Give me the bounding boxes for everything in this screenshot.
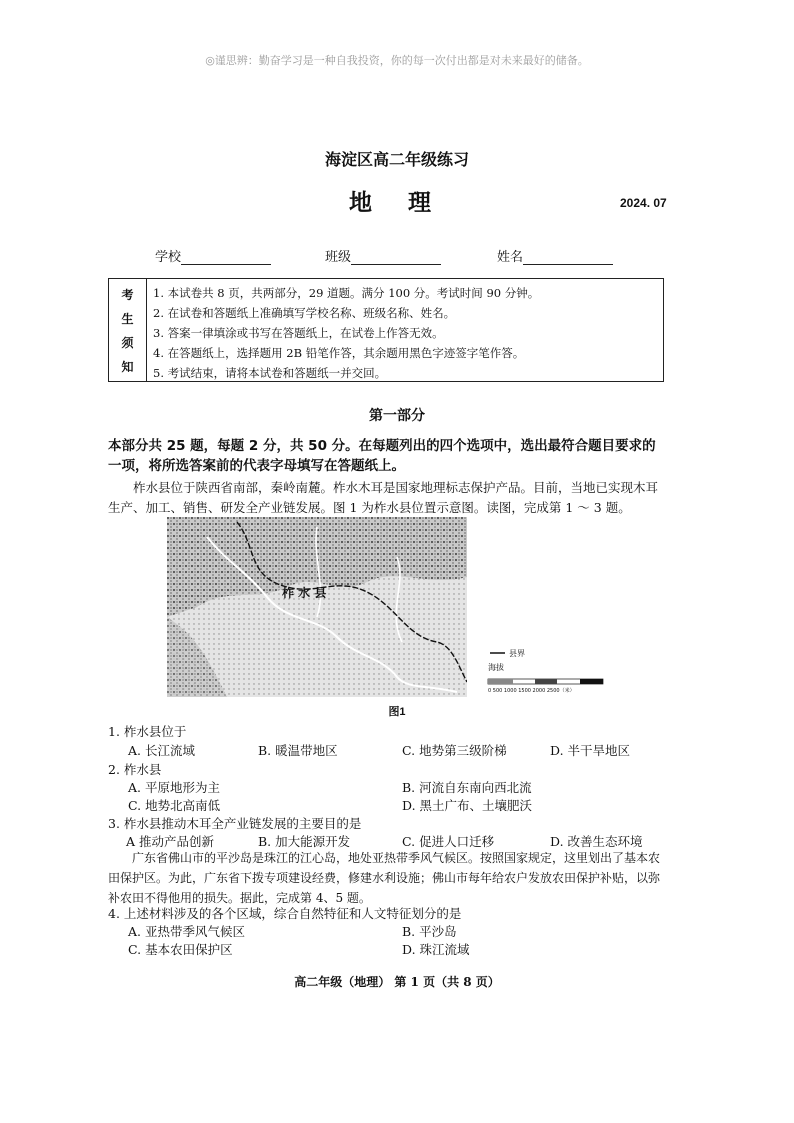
passage-2: 广东省佛山市的平沙岛是珠江的江心岛，地处亚热带季风气候区。按照国家规定，这里划出了基本农田保护区。为此，广东省下拨专项建设经费，修建水利设施；佛山市每年给农户发放农田保护补贴，以弥补农田不得他用的损失。据此，完成第 4、5 题。 <box>108 851 661 905</box>
class-field[interactable] <box>325 246 441 265</box>
q3-option-c[interactable]: C. 促进人口迁移 <box>402 834 495 849</box>
q3-option-b[interactable]: B. 加大能源开发 <box>258 834 351 849</box>
legend-scale: 0 500 1000 1500 2000 2500（米） <box>488 688 575 694</box>
name-field[interactable] <box>497 246 613 265</box>
q4-option-c[interactable]: C. 基本农田保护区 <box>128 942 233 957</box>
map-legend <box>485 645 605 695</box>
q3-option-a[interactable]: A 推动产品创新 <box>126 834 215 849</box>
question-4: 4. 上述材料涉及的各个区域，综合自然特征和人文特征划分的是 <box>108 906 462 921</box>
school-label: 学校 <box>155 250 182 265</box>
passage-1: 柞水县位于陕西省南部，秦岭南麓。柞水木耳是国家地理标志保护产品。目前，当地已实现木耳生产、加工、销售、研发全产业链发展。图 1 为柞水县位置示意图。读图，完成第 1 ～ 3 题。 <box>108 480 659 515</box>
notice-list <box>153 283 539 383</box>
exam-title: 海淀区高二年级练习 <box>324 150 469 169</box>
q2-option-a[interactable]: A. 平原地形为主 <box>128 780 220 795</box>
notice-item: 3. 答案一律填涂或书写在答题纸上，在试卷上作答无效。 <box>153 326 444 340</box>
notice-heading: 考 生 须 知 <box>109 279 147 381</box>
q3-option-d[interactable]: D. 改善生态环境 <box>550 834 643 849</box>
q1-option-d[interactable]: D. 半干旱地区 <box>550 743 631 758</box>
subject-title: 地 理 <box>348 189 445 216</box>
notice-item: 2. 在试卷和答题纸上准确填写学校名称、班级名称、姓名。 <box>153 306 456 320</box>
q1-option-c[interactable]: C. 地势第三级阶梯 <box>402 743 507 758</box>
name-label: 姓名 <box>497 250 524 265</box>
q4-option-b[interactable]: B. 平沙岛 <box>402 924 457 939</box>
q1-option-a[interactable]: A. 长江流域 <box>128 743 195 758</box>
notice-item: 1. 本试卷共 8 页，共两部分，29 道题。满分 100 分。考试时间 90 分钟。 <box>153 286 540 300</box>
page-footer: 高二年级（地理） 第 1 页（共 8 页） <box>294 975 500 989</box>
notice-item: 5. 考试结束，请将本试卷和答题纸一并交回。 <box>153 366 387 380</box>
part-title: 第一部分 <box>369 408 425 424</box>
q2-option-c[interactable]: C. 地势北高南低 <box>128 798 221 813</box>
school-field[interactable] <box>155 246 271 265</box>
location-map <box>167 517 467 697</box>
exam-date: 2024. 07 <box>620 196 667 210</box>
question-1: 1. 柞水县位于 <box>108 724 187 739</box>
q2-option-d[interactable]: D. 黑土广布、土壤肥沃 <box>402 798 533 813</box>
q4-option-a[interactable]: A. 亚热带季风气候区 <box>128 924 245 939</box>
question-2: 2. 柞水县 <box>108 762 162 777</box>
figure-caption: 图1 <box>388 706 406 718</box>
q4-option-d[interactable]: D. 珠江流域 <box>402 942 470 957</box>
watermark: ◎谨思辨：勤奋学习是一种自我投资，你的每一次付出都是对未来最好的储备。 <box>205 54 589 67</box>
exam-notice-box <box>108 278 664 382</box>
legend-boundary-label: 县界 <box>509 649 525 658</box>
question-3: 3. 柞水县推动木耳全产业链发展的主要目的是 <box>108 816 362 831</box>
q2-option-b[interactable]: B. 河流自东南向西北流 <box>402 780 532 795</box>
part-intro: 本部分共 25 题，每题 2 分，共 50 分。在每题列出的四个选项中，选出最符合题目要求的一项，将所选答案前的代表字母填写在答题纸上。 <box>108 438 656 474</box>
map-county-label: 柞 水 县 <box>282 586 327 600</box>
legend-elevation-label: 海拔 <box>488 663 504 672</box>
q1-option-b[interactable]: B. 暖温带地区 <box>258 743 338 758</box>
class-label: 班级 <box>325 250 352 265</box>
notice-item: 4. 在答题纸上，选择题用 2B 铅笔作答，其余题用黑色字迹签字笔作答。 <box>153 346 525 360</box>
